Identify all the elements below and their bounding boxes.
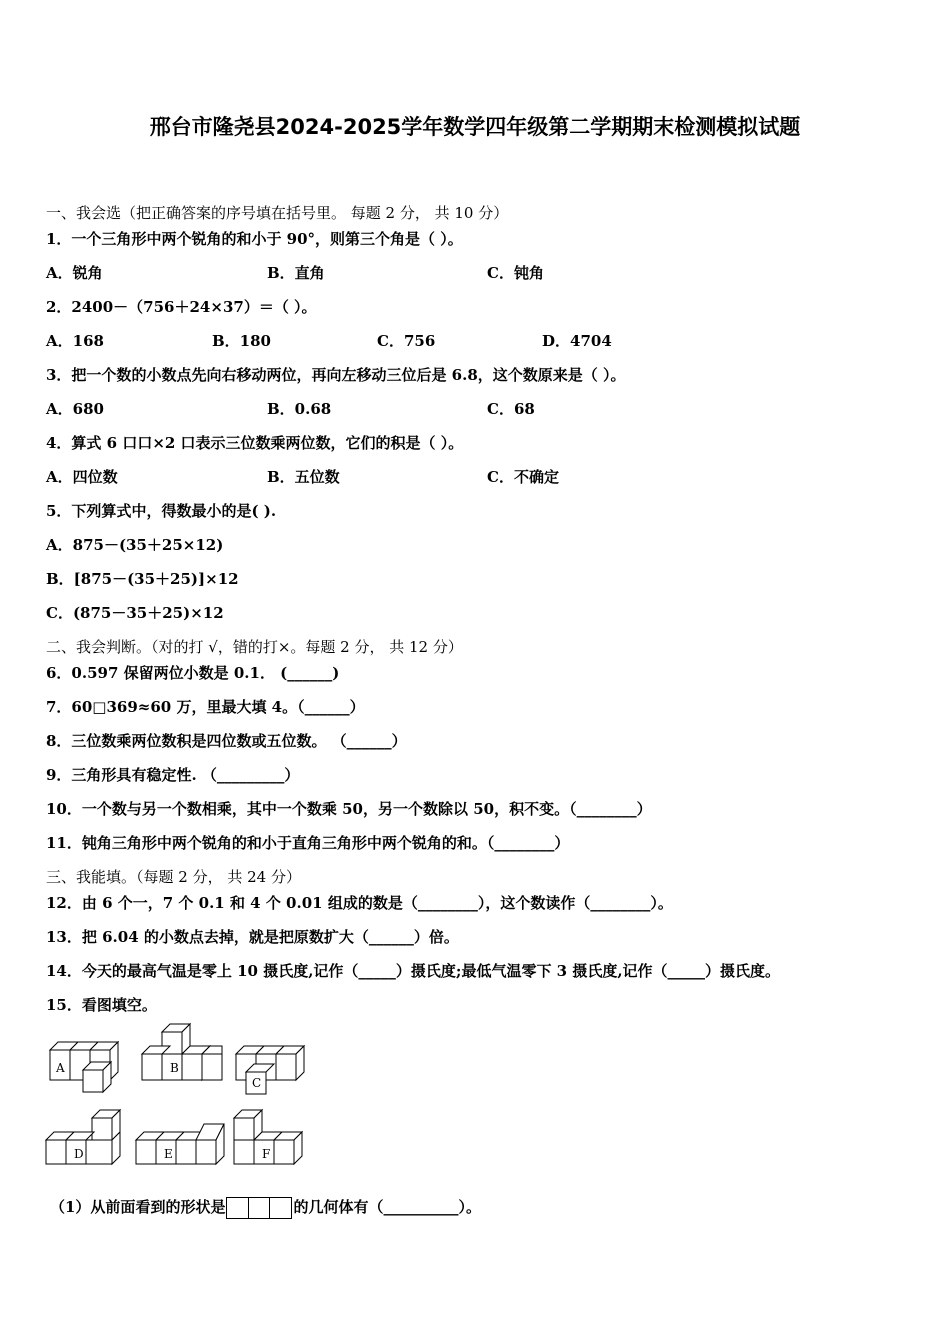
figure-label-f: F — [262, 1147, 271, 1161]
figure-e — [136, 1124, 224, 1164]
question-11: 11．钝角三角形中两个锐角的和小于直角三角形中两个锐角的和。（________） — [46, 834, 570, 852]
q5-option-b: B．[875－(35＋25)]×12 — [46, 570, 239, 588]
question-15: 15．看图填空。 — [46, 996, 157, 1014]
sub-question-1-tail: 的几何体有（__________）。 — [293, 1198, 481, 1216]
figure-f — [234, 1110, 302, 1164]
question-9: 9．三角形具有稳定性. （_________） — [46, 766, 300, 784]
question-6: 6．0.597 保留两位小数是 0.1． (______) — [46, 664, 340, 682]
question-14: 14．今天的最高气温是零上 10 摄氏度,记作（_____）摄氏度;最低气温零下 3 摄氏度,记作（_____）摄氏度。 — [46, 962, 781, 980]
question-2: 2．2400－（756＋24×37）＝（ ）。 — [46, 298, 317, 316]
q4-option-c: C．不确定 — [487, 468, 559, 486]
figure-c — [236, 1046, 304, 1094]
q2-option-a: A．168 — [46, 332, 104, 350]
question-3: 3．把一个数的小数点先向右移动两位，再向左移动三位后是 6.8，这个数原来是（ ）。 — [46, 366, 626, 384]
question-13: 13．把 6.04 的小数点去掉，就是把原数扩大（______）倍。 — [46, 928, 459, 946]
q1-option-a: A．锐角 — [46, 264, 103, 282]
cube-figures — [40, 1020, 340, 1170]
question-10: 10．一个数与另一个数相乘，其中一个数乘 50，另一个数除以 50，积不变。（________） — [46, 800, 652, 818]
question-4: 4．算式 6 口口×2 口表示三位数乘两位数，它们的积是（ ）。 — [46, 434, 464, 452]
question-8: 8．三位数乘两位数积是四位数或五位数。 （______） — [46, 732, 407, 750]
sub-question-1-lead: （1）从前面看到的形状是 — [50, 1198, 226, 1216]
q5-option-c: C．(875－35＋25)×12 — [46, 604, 224, 622]
q3-option-c: C．68 — [487, 400, 535, 418]
figure-label-d: D — [74, 1147, 84, 1161]
section-2-heading: 二、我会判断。（对的打 √，错的打×。每题 2 分， 共 12 分） — [46, 638, 463, 656]
question-12: 12．由 6 个一，7 个 0.1 和 4 个 0.01 组成的数是（________），这个数读作（________）。 — [46, 894, 673, 912]
q2-option-b: B．180 — [212, 332, 271, 350]
q1-option-b: B．直角 — [267, 264, 325, 282]
figure-a — [50, 1042, 118, 1092]
three-squares-icon — [226, 1197, 292, 1219]
page-title: 邢台市隆尧县2024-2025学年数学四年级第二学期期末检测模拟试题 — [149, 115, 801, 139]
figure-label-b: B — [170, 1061, 179, 1075]
q4-option-a: A．四位数 — [46, 468, 118, 486]
figure-label-c: C — [252, 1076, 262, 1090]
section-1-heading: 一、我会选（把正确答案的序号填在括号里。 每题 2 分， 共 10 分） — [46, 204, 509, 222]
q5-option-a: A．875－(35＋25×12) — [46, 536, 224, 554]
q2-option-d: D．4704 — [542, 332, 612, 350]
section-3-heading: 三、我能填。（每题 2 分， 共 24 分） — [46, 868, 301, 886]
sub-question-1 — [50, 1196, 481, 1219]
q3-option-a: A．680 — [46, 400, 104, 418]
q2-option-c: C．756 — [377, 332, 436, 350]
question-1: 1．一个三角形中两个锐角的和小于 90°，则第三个角是（ ）。 — [46, 230, 463, 248]
q4-option-b: B．五位数 — [267, 468, 340, 486]
q1-option-c: C．钝角 — [487, 264, 544, 282]
question-5: 5．下列算式中，得数最小的是( ). — [46, 502, 277, 520]
figure-d — [46, 1110, 120, 1164]
figure-b — [142, 1024, 222, 1080]
figure-label-e: E — [164, 1147, 173, 1161]
question-7: 7．60□369≈60 万，里最大填 4。（______） — [46, 698, 365, 716]
q3-option-b: B．0.68 — [267, 400, 332, 418]
figure-label-a: A — [56, 1061, 65, 1075]
